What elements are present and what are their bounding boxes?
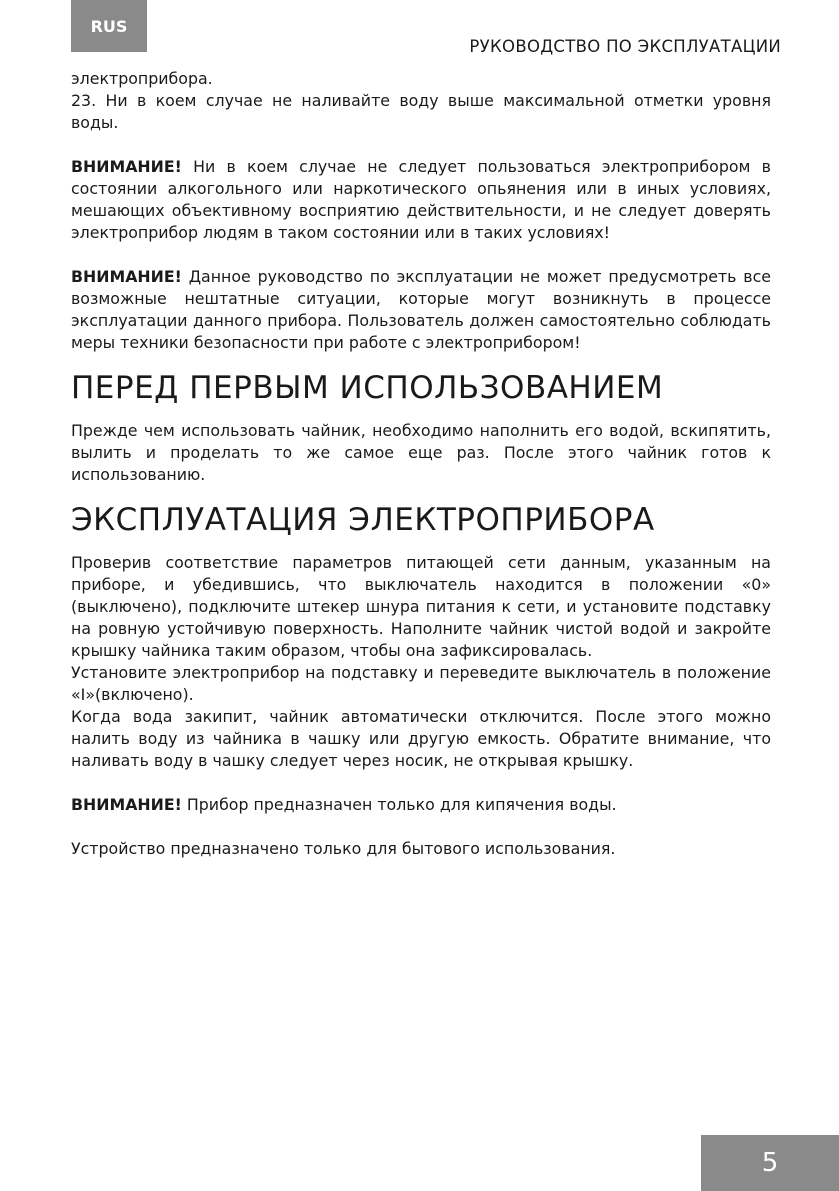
operation-text-3: Когда вода закипит, чайник автоматически отключится. После этого можно налить воду из чайника в чашку или другую емкость. Обратите внимание, что наливать воду в чашку следует через носик, не открывая крышку.: [71, 707, 771, 770]
language-tab: RUS: [71, 0, 147, 52]
warning-paragraph-1: [71, 156, 771, 244]
paragraph-continuation: электроприбора.: [71, 69, 213, 88]
section-heading-first-use: ПЕРЕД ПЕРВЫМ ИСПОЛЬЗОВАНИЕМ: [71, 370, 664, 406]
operation-text-2: Установите электроприбор на подставку и переведите выключатель в положение «I»(включено).: [71, 663, 771, 704]
warning-paragraph-2: [71, 266, 771, 354]
page-number: 5: [701, 1135, 839, 1191]
document-header-title: РУКОВОДСТВО ПО ЭКСПЛУАТАЦИИ: [469, 37, 781, 56]
warning-text: Прибор предназначен только для кипячения воды.: [181, 795, 617, 814]
paragraph-item-23: 23. Ни в коем случае не наливайте воду выше максимальной отметки уровня воды.: [71, 91, 771, 132]
warning-label: ВНИМАНИЕ!: [71, 795, 182, 814]
warning-text: Данное руководство по эксплуатации не может предусмотреть все возможные нештатные ситуации, которые могут возникнуть в процессе эксплуатации данного прибора. Пользователь должен самостоятельно соблюдать меры техники безопасности при работе с электроприбором!: [71, 267, 771, 352]
warning-text: Ни в коем случае не следует пользоваться электроприбором в состоянии алкогольного или наркотического опьянения или в иных условиях, мешающих объективному восприятию действительности, и не следует доверять электроприбор людям в таком состоянии или в таких условиях!: [71, 157, 771, 242]
operation-text-1: Проверив соответствие параметров питающей сети данным, указанным на приборе, и убедившись, что выключатель находится в положении «0» (выключено), подключите штекер шнура питания к сети, и установите подставку на ровную устойчивую поверхность. Наполните чайник чистой водой и закройте крышку чайника таким образом, чтобы она зафиксировалась.: [71, 553, 771, 660]
page-content: [71, 68, 771, 860]
first-use-text: Прежде чем использовать чайник, необходимо наполнить его водой, вскипятить, вылить и проделать то же самое еще раз. После этого чайник готов к использованию.: [71, 421, 771, 484]
warning-label: ВНИМАНИЕ!: [71, 157, 182, 176]
warning-paragraph-3: [71, 794, 771, 816]
household-use-note: Устройство предназначено только для бытового использования.: [71, 839, 616, 858]
warning-label: ВНИМАНИЕ!: [71, 267, 182, 286]
section-heading-operation: ЭКСПЛУАТАЦИЯ ЭЛЕКТРОПРИБОРА: [71, 502, 655, 538]
